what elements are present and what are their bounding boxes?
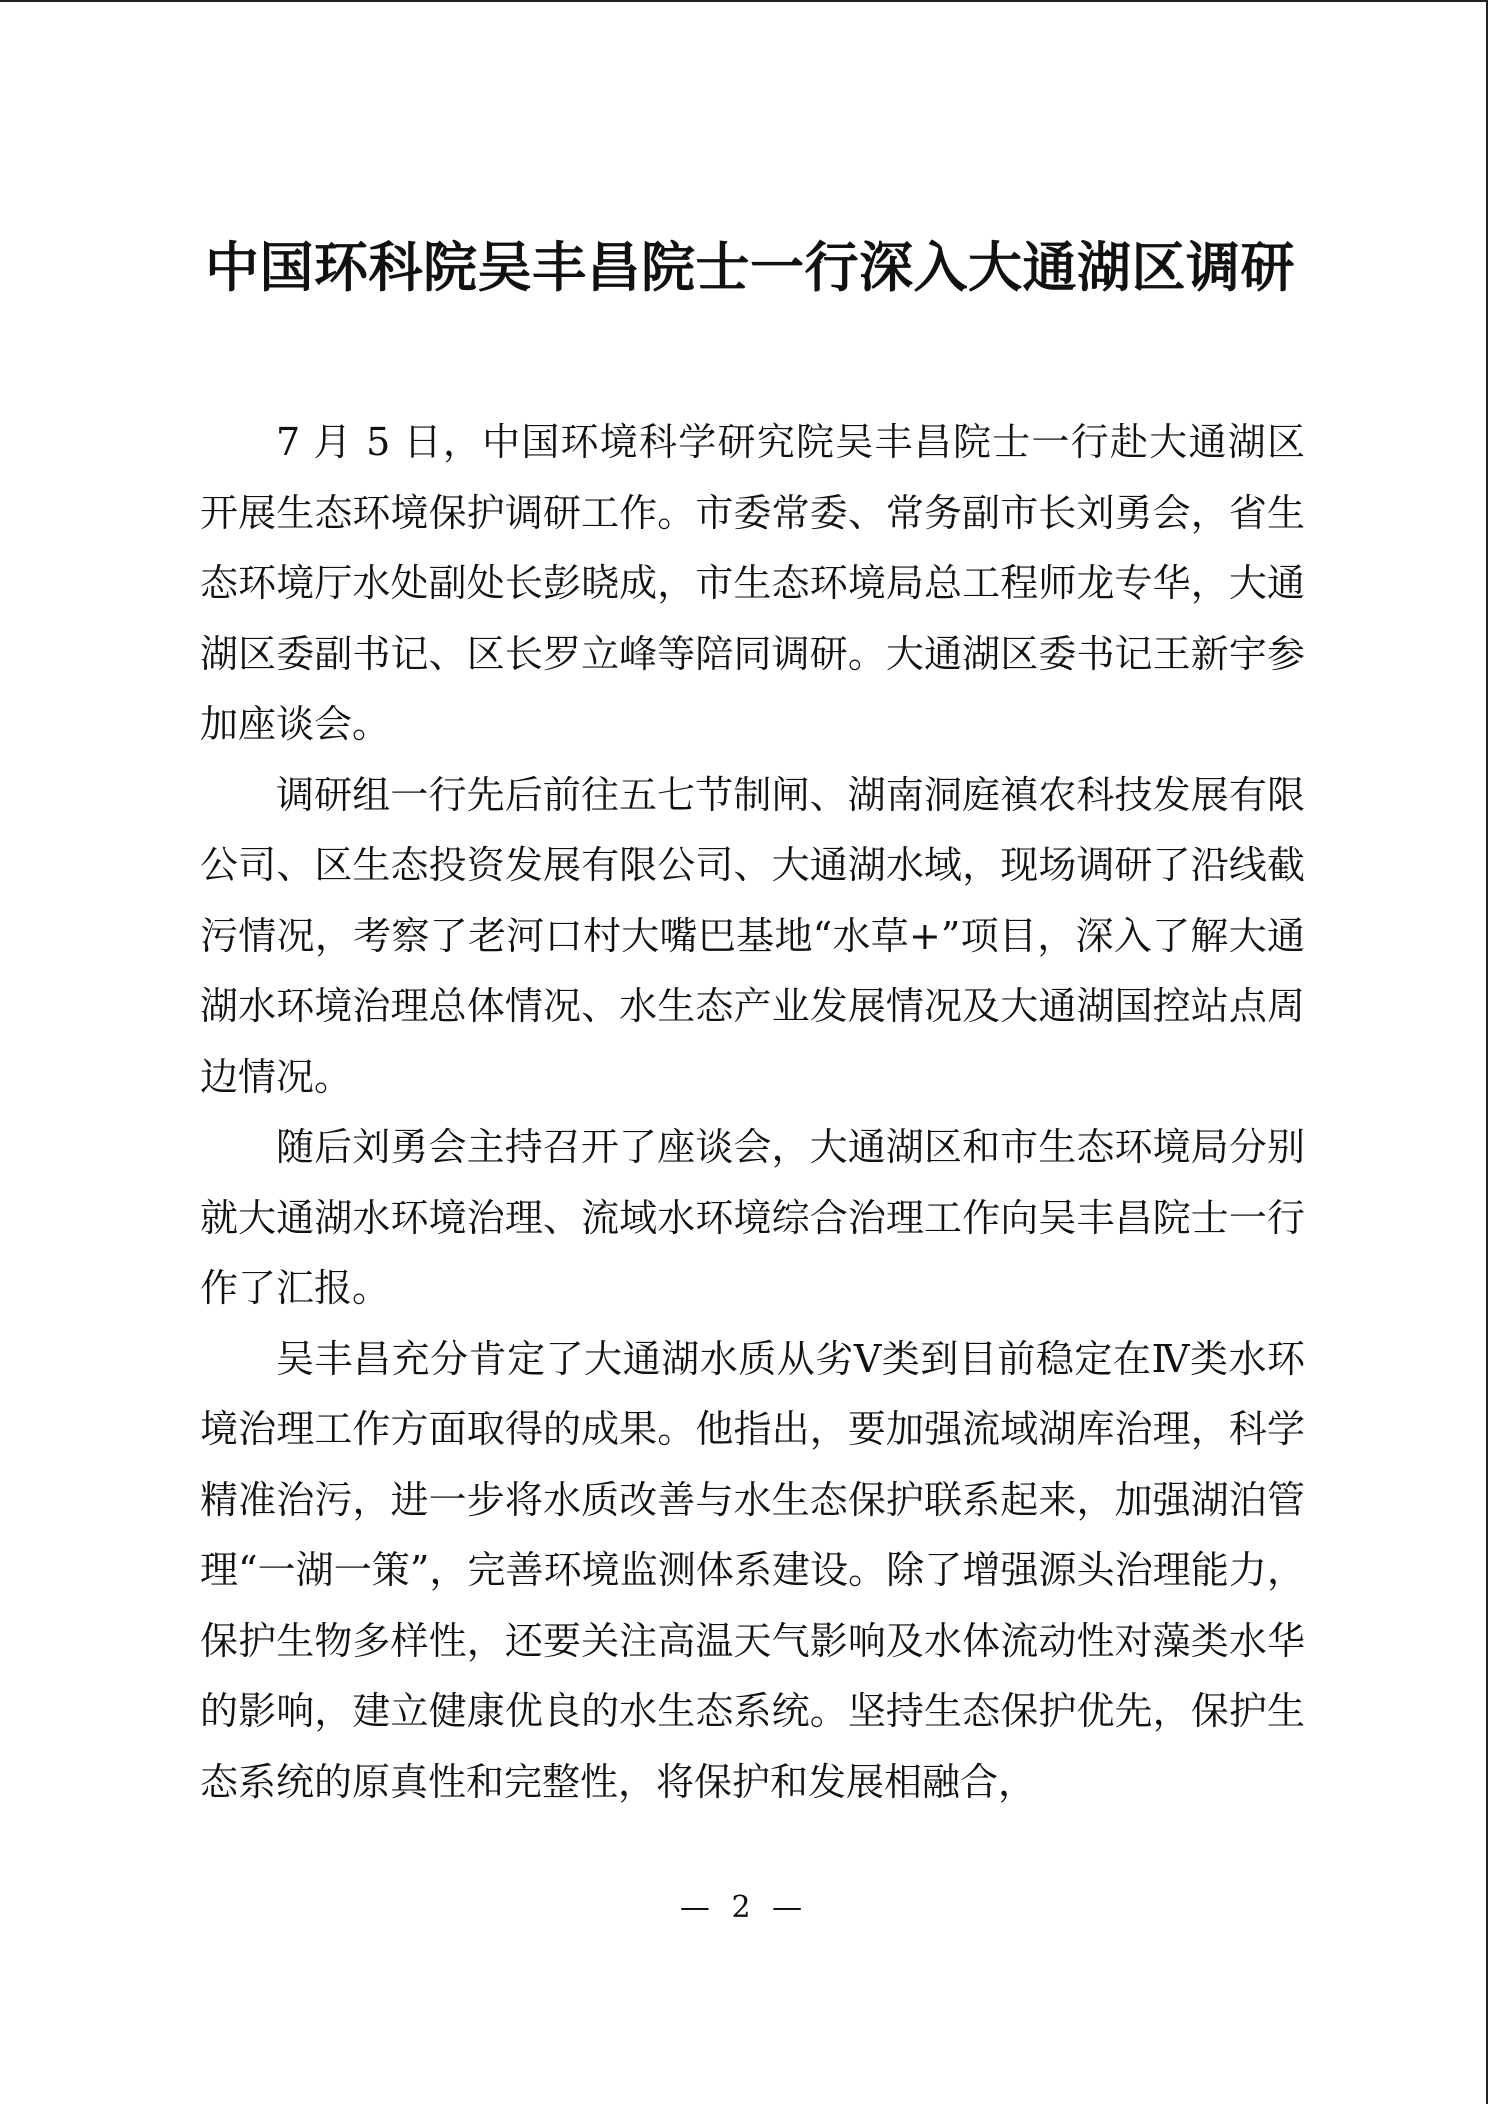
paragraph-4: 吴丰昌充分肯定了大通湖水质从劣Ⅴ类到目前稳定在Ⅳ类水环境治理工作方面取得的成果。他指出，要加强流域湖库治理，科学精准治污，进一步将水质改善与水生态保护联系起来，加强湖泊管理“一湖一策”，完善环境监测体系建设。除了增强源头治理能力，保护生物多样性，还要关注高温天气影响及水体流动性对藻类水华的影响，建立健康优良的水生态系统。坚持生态保护优先，保护生态系统的原真性和完整性，将保护和发展相融合，: [200, 1336, 1305, 1804]
document-title: 中国环科院吴丰昌院士一行深入大通湖区调研: [205, 235, 1295, 299]
paragraph-1: 7 月 5 日，中国环境科学研究院吴丰昌院士一行赴大通湖区开展生态环境保护调研工作。市委常委、常务副市长刘勇会，省生态环境厅水处副处长彭晓成，市生态环境局总工程师龙专华，大通湖区委副书记、区长罗立峰等陪同调研。大通湖区委书记王新宇参加座谈会。: [200, 420, 1305, 746]
paragraph-2: 调研组一行先后前往五七节制闸、湖南洞庭禛农科技发展有限公司、区生态投资发展有限公司、大通湖水域，现场调研了沿线截污情况，考察了老河口村大嘴巴基地“水草+”项目，深入了解大通湖水环境治理总体情况、水生态产业发展情况及大通湖国控站点周边情况。: [200, 772, 1305, 1099]
page-number: — 2 —: [679, 1890, 809, 1925]
paragraph-3: 随后刘勇会主持召开了座谈会，大通湖区和市生态环境局分别就大通湖水环境治理、流域水环境综合治理工作向吴丰昌院士一行作了汇报。: [200, 1125, 1305, 1310]
document-body: [200, 407, 1305, 1817]
